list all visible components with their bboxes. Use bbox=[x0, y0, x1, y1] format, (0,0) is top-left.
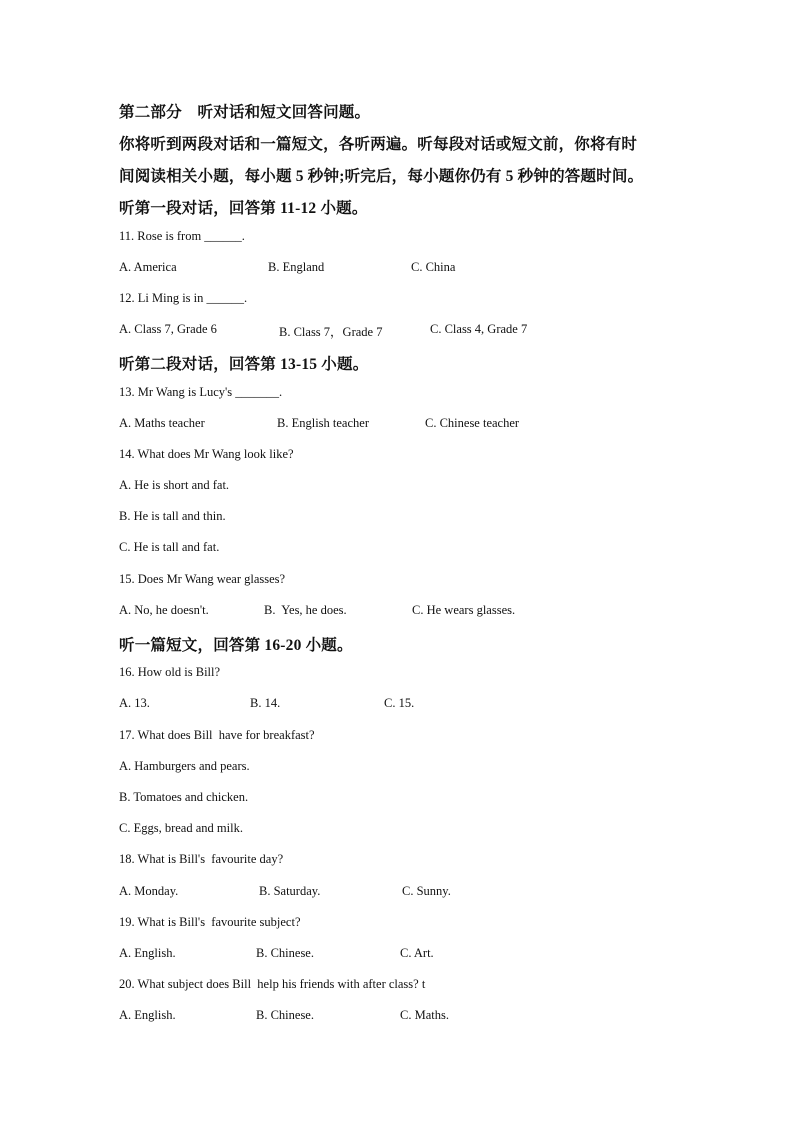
question-17: 17. What does Bill have for breakfast? bbox=[119, 728, 315, 742]
question-14-option-b: B. He is tall and thin. bbox=[119, 509, 226, 523]
question-13-option-c: C. Chinese teacher bbox=[425, 416, 520, 430]
question-14: 14. What does Mr Wang look like? bbox=[119, 447, 294, 461]
question-20-option-b: B. Chinese. bbox=[256, 1008, 314, 1022]
instructions-line-2: 间阅读相关小题，每小题 5 秒钟;听完后，每小题你仍有 5 秒钟的答题时间。 bbox=[119, 168, 644, 185]
section-title: 第二部分 听对话和短文回答问题。 bbox=[119, 104, 371, 121]
question-18-option-c: C. Sunny. bbox=[402, 884, 451, 898]
question-19-option-c: C. Art. bbox=[400, 946, 434, 960]
question-18-option-a: A. Monday. bbox=[119, 884, 179, 898]
question-12-option-a: A. Class 7, Grade 6 bbox=[119, 322, 217, 336]
question-20: 20. What subject does Bill help his friends with after class? t bbox=[119, 977, 426, 991]
question-15-option-a: A. No, he doesn't. bbox=[119, 603, 209, 617]
question-16: 16. How old is Bill? bbox=[119, 665, 221, 679]
question-13-option-a: A. Maths teacher bbox=[119, 416, 205, 430]
question-13-option-b: B. English teacher bbox=[277, 416, 369, 430]
question-14-option-a: A. He is short and fat. bbox=[119, 478, 230, 492]
part-heading-3: 听一篇短文，回答第 16-20 小题。 bbox=[119, 637, 353, 654]
question-12-option-b: B. Class 7，Grade 7 bbox=[279, 325, 383, 339]
question-16-option-c: C. 15. bbox=[384, 696, 415, 710]
question-16-option-b: B. 14. bbox=[250, 696, 281, 710]
question-20-option-c: C. Maths. bbox=[400, 1008, 449, 1022]
question-19-option-a: A. English. bbox=[119, 946, 176, 960]
part-heading-1: 听第一段对话，回答第 11-12 小题。 bbox=[119, 200, 368, 217]
question-19-option-b: B. Chinese. bbox=[256, 946, 314, 960]
question-11-option-c: C. China bbox=[411, 260, 456, 274]
question-20-option-a: A. English. bbox=[119, 1008, 176, 1022]
question-16-option-a: A. 13. bbox=[119, 696, 150, 710]
question-17-option-c: C. Eggs, bread and milk. bbox=[119, 821, 243, 835]
question-18-option-b: B. Saturday. bbox=[259, 884, 321, 898]
question-11-option-b: B. England bbox=[268, 260, 325, 274]
question-13: 13. Mr Wang is Lucy's _______. bbox=[119, 385, 283, 399]
question-19: 19. What is Bill's favourite subject? bbox=[119, 915, 301, 929]
question-11: 11. Rose is from ______. bbox=[119, 229, 245, 243]
question-14-option-c: C. He is tall and fat. bbox=[119, 540, 220, 554]
question-18: 18. What is Bill's favourite day? bbox=[119, 852, 284, 866]
question-15: 15. Does Mr Wang wear glasses? bbox=[119, 572, 286, 586]
question-17-option-a: A. Hamburgers and pears. bbox=[119, 759, 250, 773]
instructions-line-1: 你将听到两段对话和一篇短文，各听两遍。听每段对话或短文前，你将有时 bbox=[119, 136, 638, 153]
question-12: 12. Li Ming is in ______. bbox=[119, 291, 248, 305]
question-17-option-b: B. Tomatoes and chicken. bbox=[119, 790, 249, 804]
question-15-option-c: C. He wears glasses. bbox=[412, 603, 516, 617]
question-15-option-b: B. Yes, he does. bbox=[264, 603, 347, 617]
question-12-option-c: C. Class 4, Grade 7 bbox=[430, 322, 528, 336]
part-heading-2: 听第二段对话，回答第 13-15 小题。 bbox=[119, 356, 369, 373]
question-11-option-a: A. America bbox=[119, 260, 177, 274]
